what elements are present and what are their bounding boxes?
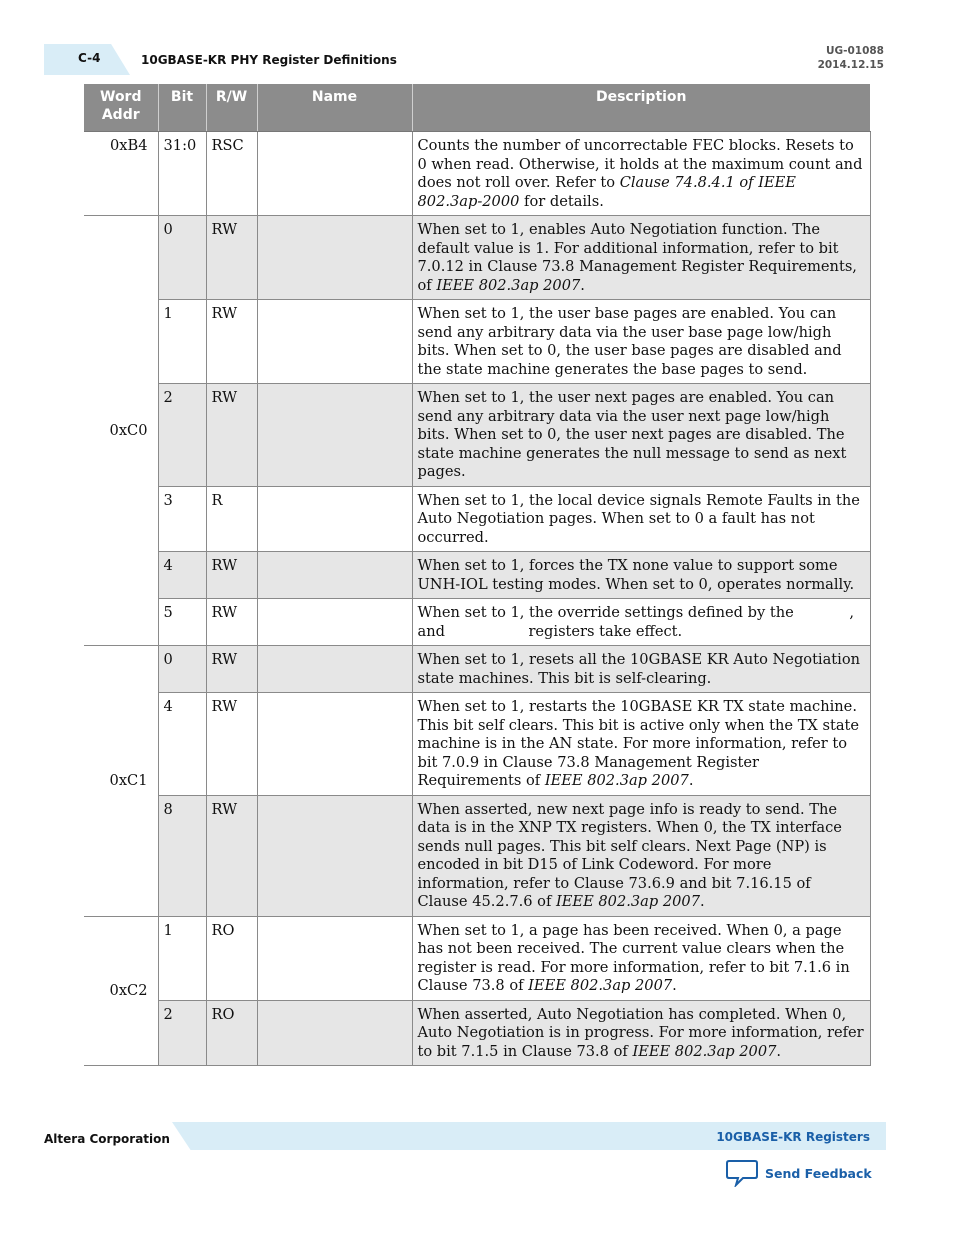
rw-cell: RO xyxy=(206,916,257,1000)
doc-date: 2014.12.15 xyxy=(817,59,884,71)
footer-company: Altera Corporation xyxy=(44,1132,170,1146)
rw-cell: RW xyxy=(206,795,257,916)
description-cell xyxy=(412,132,870,216)
description-reference: IEEE 802.3ap 2007 xyxy=(632,1042,777,1060)
word-addr-cell: 0xB4 xyxy=(84,132,158,216)
bit-cell: 2 xyxy=(158,384,206,487)
description-text: When set to 1, restarts the 10GBASE KR TX state machine. This bit self clears. This bit is active only when the TX state machine is in the AN state. For more information, refer to bit 7.0.9 in Clause 73.8 Management Register Requirements of xyxy=(417,698,864,789)
description-text: When set to 1, the user next pages are enabled. You can send any arbitrary data via the user next page low/high bits. When set to 0, the user next pages are disabled. The state machine generates the null message to send as next pages. xyxy=(417,389,851,480)
description-text: When set to 1, a page has been received. When 0, a page has not been received. The current value clears when the register is read. For more information, refer to bit 7.1.6 in Clause 73.8 of xyxy=(417,921,855,994)
rw-cell: RW xyxy=(206,599,257,646)
word-addr-cell: 0xC0 xyxy=(84,216,158,646)
table-row xyxy=(84,384,870,487)
col-header-rw: R/W xyxy=(206,84,257,132)
description-text: When asserted, Auto Negotiation has completed. When 0, Auto Negotiation is in progress. For more information, refer to bit 7.1.5 in Clause 73.8 of xyxy=(417,1005,869,1060)
footer-section-link[interactable]: 10GBASE-KR Registers xyxy=(716,1130,870,1144)
col-header-word-addr: Word Addr xyxy=(84,84,158,132)
bit-cell: 2 xyxy=(158,1000,206,1066)
name-cell xyxy=(257,916,412,1000)
bit-cell: 0 xyxy=(158,216,206,300)
description-cell xyxy=(412,486,870,552)
table-row xyxy=(84,552,870,599)
doc-info xyxy=(818,44,884,72)
description-cell xyxy=(412,300,870,384)
col-header-name: Name xyxy=(257,84,412,132)
name-cell xyxy=(257,132,412,216)
description-tail: . xyxy=(580,276,585,294)
name-cell xyxy=(257,1000,412,1066)
rw-cell: RW xyxy=(206,552,257,599)
bit-cell: 5 xyxy=(158,599,206,646)
description-cell xyxy=(412,646,870,693)
col-header-description: Description xyxy=(412,84,870,132)
send-feedback-label: Send Feedback xyxy=(765,1165,872,1181)
table-row xyxy=(84,693,870,796)
description-cell xyxy=(412,384,870,487)
description-cell xyxy=(412,795,870,916)
description-tail: for details. xyxy=(519,192,604,210)
description-cell xyxy=(412,1000,870,1066)
description-tail: . xyxy=(699,893,705,910)
name-cell xyxy=(257,795,412,916)
page-number: C-4 xyxy=(78,51,101,65)
name-cell xyxy=(257,384,412,487)
description-cell xyxy=(412,916,870,1000)
name-cell xyxy=(257,216,412,300)
bit-cell: 4 xyxy=(158,693,206,796)
description-cell xyxy=(412,216,870,300)
rw-cell: RSC xyxy=(206,132,257,216)
table-header-row xyxy=(84,84,870,132)
col-header-bit: Bit xyxy=(158,84,206,132)
description-cell xyxy=(412,599,910,646)
doc-id: UG-01088 xyxy=(825,45,884,57)
description-text: When set to 1, the user base pages are enabled. You can send any arbitrary data via the user base page low/high bits. When set to 0, the user base pages are disabled and the state machine generates the base pages to send. xyxy=(417,305,847,378)
bit-cell: 1 xyxy=(158,916,206,1000)
rw-cell: RO xyxy=(206,1000,257,1066)
table-body xyxy=(84,132,910,1066)
description-tail: . xyxy=(672,977,677,994)
rw-cell: RW xyxy=(206,384,257,487)
bit-cell: 3 xyxy=(158,486,206,552)
rw-cell: RW xyxy=(206,216,257,300)
table-row xyxy=(84,1000,870,1066)
description-text: When set to 1, resets all the 10GBASE KR Auto Negotiation state machines. This bit is self-clearing. xyxy=(417,651,865,687)
description-tail: . xyxy=(688,772,694,789)
description-reference: IEEE 802.3ap 2007 xyxy=(556,893,700,910)
bit-cell: 8 xyxy=(158,795,206,916)
send-feedback-link[interactable] xyxy=(726,1159,872,1187)
name-cell xyxy=(257,552,412,599)
table-row xyxy=(84,916,870,1000)
table-row xyxy=(84,132,870,216)
name-cell xyxy=(257,300,412,384)
description-cell xyxy=(412,552,870,599)
rw-cell: RW xyxy=(206,300,257,384)
description-text: When set to 1, forces the TX none value to support some UNH-IOL testing modes. When set to 0, operates normally. xyxy=(417,557,855,593)
table-row xyxy=(84,486,870,552)
bit-cell: 1 xyxy=(158,300,206,384)
name-cell xyxy=(257,486,412,552)
bit-cell: 31:0 xyxy=(158,132,206,216)
rw-cell: R xyxy=(206,486,257,552)
rw-cell: RW xyxy=(206,693,257,796)
name-cell xyxy=(257,693,412,796)
description-reference: Clause 74.8.4.1 of IEEE 802.3ap-2000 xyxy=(417,174,796,210)
word-addr-cell: 0xC2 xyxy=(84,916,158,1066)
speech-bubble-icon xyxy=(726,1159,758,1187)
word-addr-cell: 0xC1 xyxy=(84,646,158,917)
bit-cell: 0 xyxy=(158,646,206,693)
description-reference: IEEE 802.3ap 2007 xyxy=(528,977,673,994)
description-text: When set to 1, the local device signals Remote Faults in the Auto Negotiation pages. When set to 0 a fault has not occurred. xyxy=(417,491,865,546)
table-row xyxy=(84,216,870,300)
description-text: Counts the number of uncorrectable FEC blocks. Resets to 0 when read. Otherwise, it holds at the maximum count and does not roll over. Refer to xyxy=(417,137,868,191)
description-text: When set to 1, enables Auto Negotiation function. The default value is 1. For additional information, refer to bit 7.0.12 in Clause 73.8 Management Register Requirements, of xyxy=(417,221,862,294)
table-row xyxy=(84,300,870,384)
register-table xyxy=(84,84,910,1066)
bit-cell: 4 xyxy=(158,552,206,599)
description-reference: IEEE 802.3ap 2007 xyxy=(436,276,581,294)
description-text: When asserted, new next page info is ready to send. The data is in the XNP TX registers. When 0, the TX interface sends null pages. This bit self clears. Next Page (NP) is encoded in bit D15 of Link Codeword. For more information, refer to Clause 73.6.9 and bit 7.16.15 of Clause 45.2.7.6 of xyxy=(417,800,847,910)
page-title: 10GBASE-KR PHY Register Definitions xyxy=(141,53,397,67)
table-row xyxy=(84,795,870,916)
table-row xyxy=(84,646,870,693)
description-reference: IEEE 802.3ap 2007 xyxy=(544,772,689,789)
name-cell xyxy=(257,646,412,693)
table-row xyxy=(84,599,870,646)
description-tail: . xyxy=(776,1042,782,1060)
description-cell xyxy=(412,693,870,796)
rw-cell: RW xyxy=(206,646,257,693)
description-text: When set to 1, the override settings defined by the , and registers take effect. xyxy=(417,604,910,640)
name-cell xyxy=(257,599,412,646)
